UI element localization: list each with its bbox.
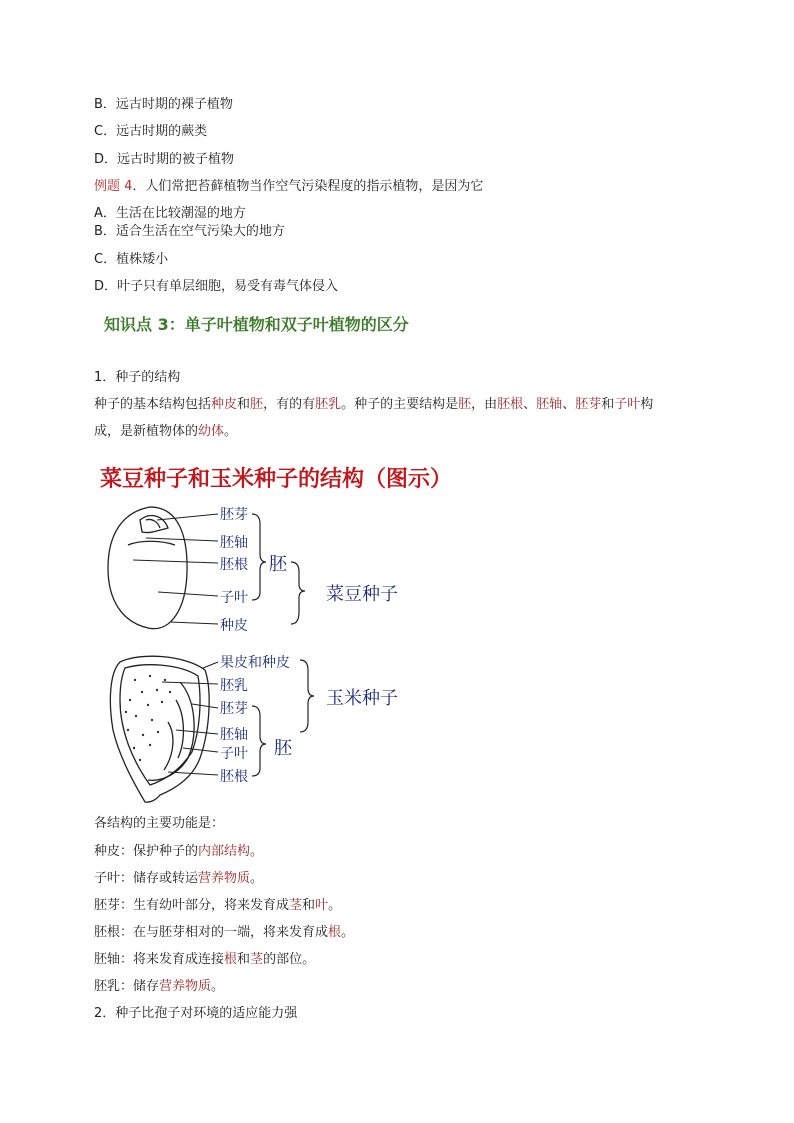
term: 胚乳 xyxy=(315,397,342,412)
function-plumule xyxy=(94,897,341,915)
example-label: 例题 4 xyxy=(94,179,133,194)
example4-option-a: A．生活在比较潮湿的地方 xyxy=(94,206,246,221)
term: 子叶 xyxy=(614,397,641,412)
function-cotyledon xyxy=(94,870,263,888)
corn-seed-brace xyxy=(300,660,314,732)
function-endosperm xyxy=(94,978,224,996)
text: 和 xyxy=(302,898,316,913)
text: 。 xyxy=(250,871,264,886)
term: 茎 xyxy=(289,898,303,913)
example4-option-c: C．植株矮小 xyxy=(94,252,169,267)
text: 的部位。 xyxy=(263,952,316,967)
example4-option-d: D．叶子只有单层细胞，易受有毒气体侵入 xyxy=(94,279,339,294)
text: 、 xyxy=(562,397,576,412)
function-hypocotyl xyxy=(94,951,315,969)
corn-label-radicle: 胚根 xyxy=(220,769,248,785)
bean-label-seed-coat: 种皮 xyxy=(220,618,248,634)
figure-title: 菜豆种子和玉米种子的结构（图示） xyxy=(100,466,453,492)
term: 叶 xyxy=(315,898,329,913)
term: 根 xyxy=(224,952,238,967)
corn-embryo-brace xyxy=(252,706,266,776)
bean-seed-brace xyxy=(291,562,305,624)
text: 。 xyxy=(211,979,225,994)
text: 。 xyxy=(250,844,264,859)
section1-heading: 1．种子的结构 xyxy=(94,370,181,385)
text: 种皮：保护种子的 xyxy=(94,844,199,859)
text: 种子的基本结构包括 xyxy=(94,397,212,412)
option-b: B．远古时期的裸子植物 xyxy=(94,97,233,112)
text: 。 xyxy=(328,898,342,913)
bean-label-cotyledon: 子叶 xyxy=(220,590,248,606)
option-d: D．远古时期的被子植物 xyxy=(94,152,235,167)
corn-label-cotyledon: 子叶 xyxy=(220,746,248,762)
bean-leader-lines xyxy=(133,514,218,624)
bean-label-embryo: 胚 xyxy=(269,554,287,575)
bean-label-radicle: 胚根 xyxy=(220,557,248,573)
corn-label-embryo: 胚 xyxy=(274,738,292,759)
text: ，由 xyxy=(471,397,498,412)
text: 子叶：储存或转运 xyxy=(94,871,199,886)
function-seed-coat xyxy=(94,843,263,861)
term: 幼体 xyxy=(198,424,225,439)
text: 。 xyxy=(341,925,355,940)
term: 胚 xyxy=(458,397,472,412)
term: 种皮 xyxy=(211,397,238,412)
bean-label-hypocotyl: 胚轴 xyxy=(220,535,248,551)
text: 构 xyxy=(640,397,654,412)
option-c: C．远古时期的蕨类 xyxy=(94,124,208,139)
term: 胚 xyxy=(250,397,264,412)
text: 和 xyxy=(237,952,251,967)
text: 成，是新植物体的 xyxy=(94,424,199,439)
term: 根 xyxy=(328,925,342,940)
term: 茎 xyxy=(250,952,264,967)
corn-label-pericarp: 果皮和种皮 xyxy=(220,655,290,671)
text: 胚乳：储存 xyxy=(94,979,160,994)
term: 胚轴 xyxy=(536,397,563,412)
corn-label-plumule: 胚芽 xyxy=(220,701,248,717)
term: 胚芽 xyxy=(575,397,602,412)
functions-intro: 各结构的主要功能是： xyxy=(94,816,225,831)
text: 和 xyxy=(601,397,615,412)
corn-label-endosperm: 胚乳 xyxy=(220,678,248,694)
text: 、 xyxy=(523,397,537,412)
bean-embryo-brace xyxy=(252,514,266,600)
term: 胚根 xyxy=(497,397,524,412)
corn-label-hypocotyl: 胚轴 xyxy=(220,727,248,743)
section2-heading: 2．种子比孢子对环境的适应能力强 xyxy=(94,1006,298,1021)
text: 胚芽：生有幼叶部分，将来发育成 xyxy=(94,898,290,913)
corn-seed-name: 玉米种子 xyxy=(326,688,398,709)
example-question-text: ．人们常把苔藓植物当作空气污染程度的指示植物，是因为它 xyxy=(132,179,484,194)
bean-label-plumule: 胚芽 xyxy=(220,507,248,523)
text: 和 xyxy=(237,397,251,412)
text: 。 xyxy=(224,424,238,439)
term: 内部结构 xyxy=(198,844,251,859)
corn-seed-drawing xyxy=(110,656,209,802)
text: ，有的有 xyxy=(263,397,316,412)
text: 。种子的主要结构是 xyxy=(341,397,459,412)
text: 胚轴：将来发育成连接 xyxy=(94,952,225,967)
bean-seed-name: 菜豆种子 xyxy=(326,584,398,605)
function-radicle xyxy=(94,924,354,942)
corn-endosperm-dots xyxy=(125,675,171,761)
bean-seed-drawing xyxy=(108,507,187,629)
term: 营养物质 xyxy=(159,979,212,994)
knowledge-point-heading: 知识点 3：单子叶植物和双子叶植物的区分 xyxy=(104,315,409,334)
term: 营养物质 xyxy=(198,871,251,886)
text: 胚根：在与胚芽相对的一端，将来发育成 xyxy=(94,925,329,940)
example4-option-b: B．适合生活在空气污染大的地方 xyxy=(94,224,285,239)
